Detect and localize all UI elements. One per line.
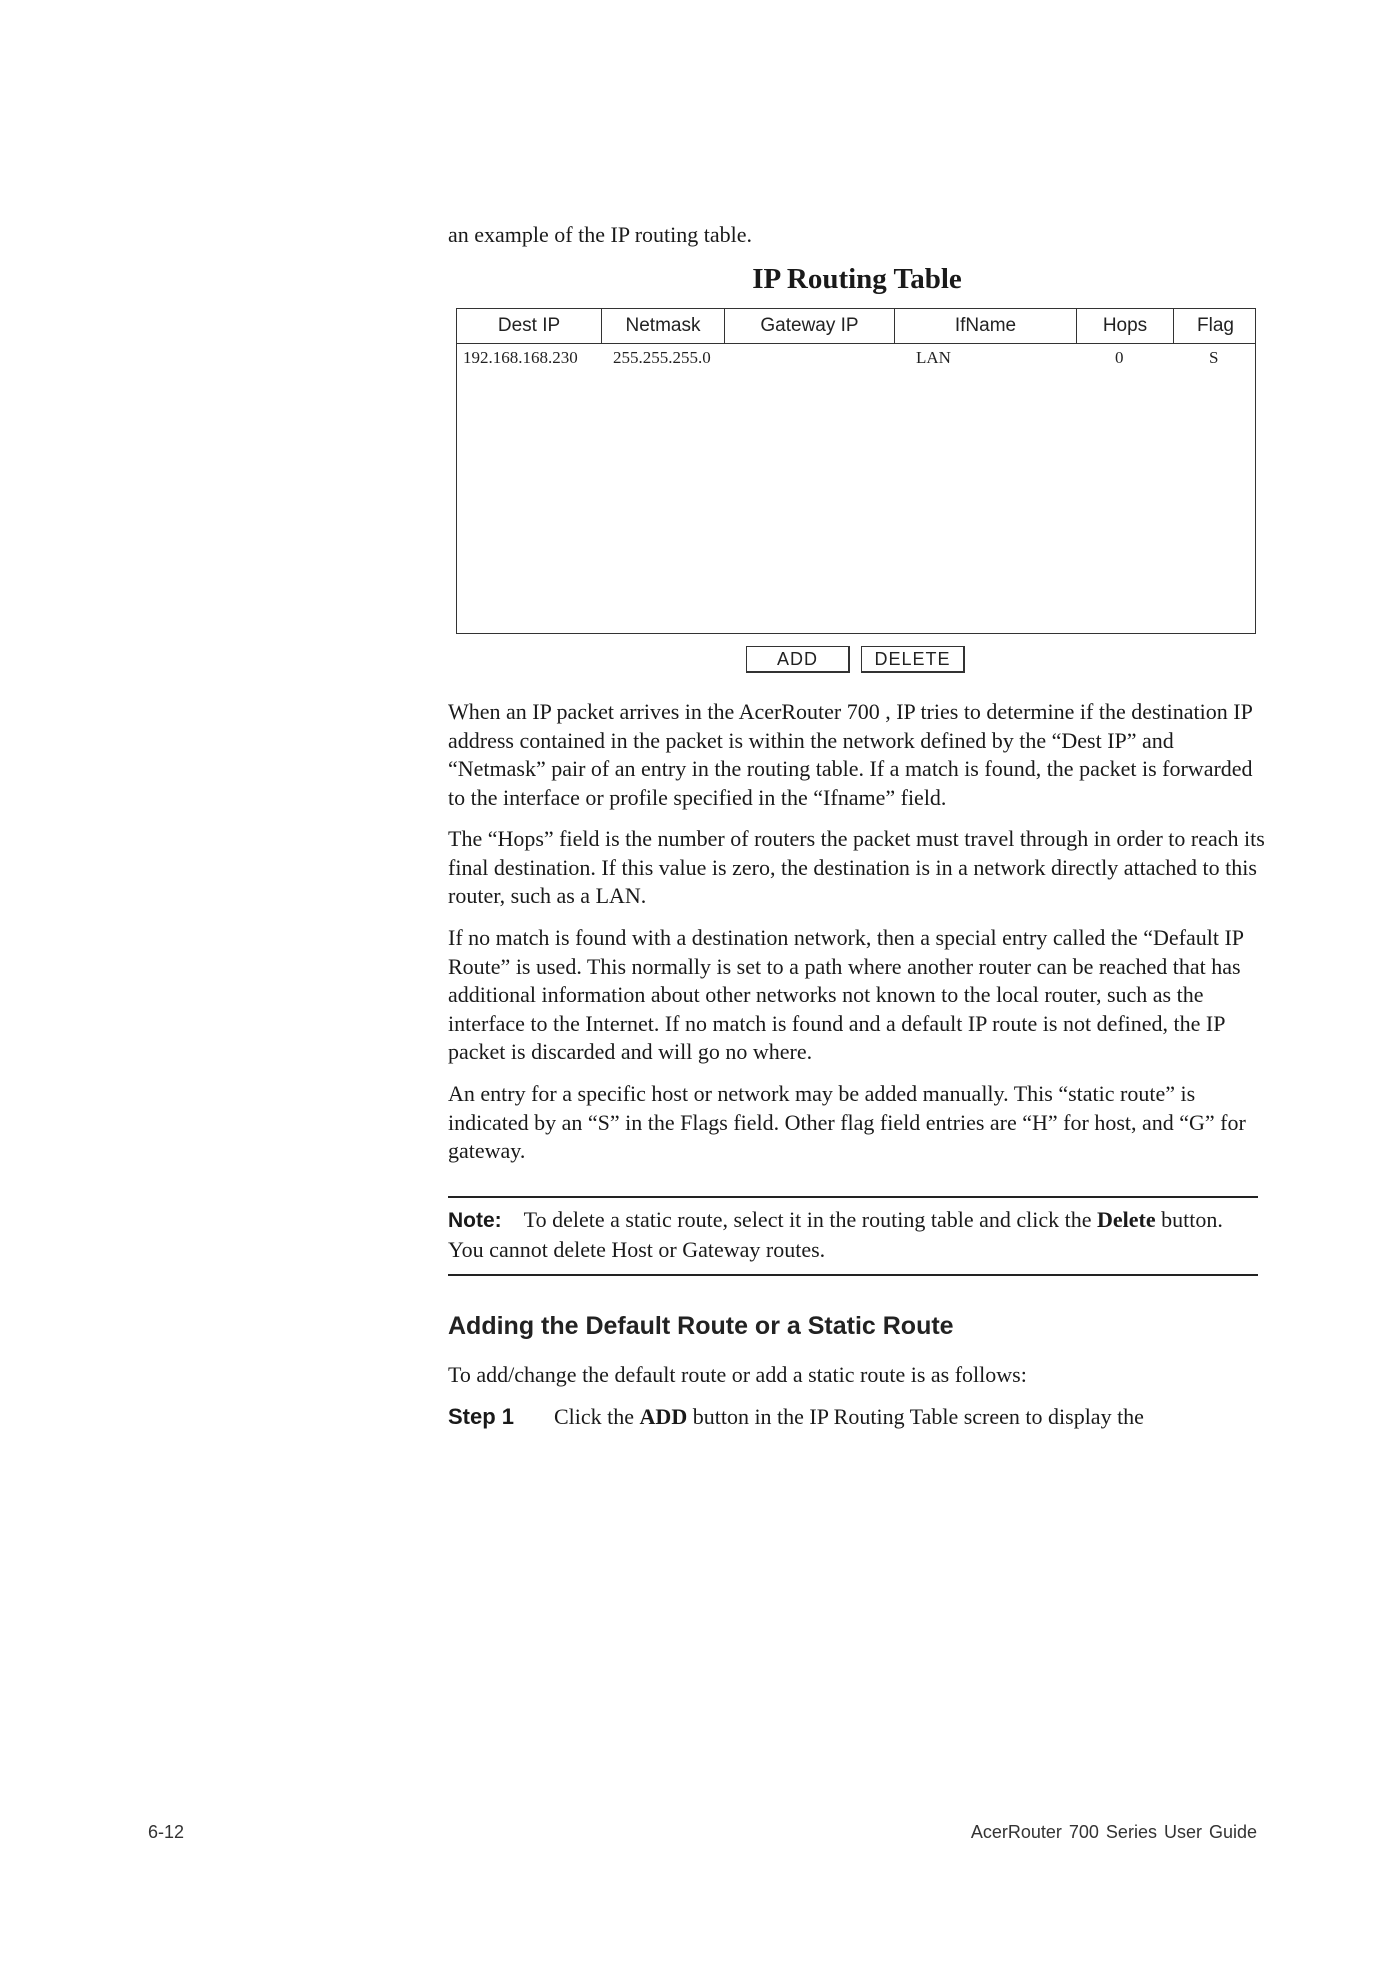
- paragraph-static-route: An entry for a specific host or network may be added manually. This “static route” is indicated by an “S” in the Flags field. Other flag field entries are “H” for host, and “G” for gateway.: [448, 1081, 1246, 1163]
- step-text-after: button in the IP Routing Table screen to display the: [692, 1404, 1144, 1429]
- cell-hops: 0: [1115, 348, 1124, 367]
- cell-flag: S: [1209, 348, 1219, 367]
- note-text: [448, 1206, 1258, 1264]
- note-bold-delete: Delete: [1096, 1207, 1156, 1232]
- column-header-netmask[interactable]: Netmask: [602, 309, 725, 343]
- delete-button[interactable]: DELETE: [861, 646, 965, 673]
- section-intro: To add/change the default route or add a static route is as follows:: [448, 1362, 1027, 1387]
- page-number: 6-12: [148, 1822, 185, 1842]
- paragraph-default-route: If no match is found with a destination network, then a special entry called the “Default IP Route” is used. This normally is set to a path where another router can be reached that has additional information about other networks not known to the local router, such as the interface to the Internet. If no match is found and a default IP route is not defined, the IP packet is discarded and will go no where.: [448, 925, 1244, 1064]
- note-text-after: button. You cannot delete Host or Gateway routes.: [448, 1207, 1223, 1262]
- cell-ifname: LAN: [916, 348, 951, 367]
- add-button[interactable]: ADD: [746, 646, 850, 673]
- column-header-hops[interactable]: Hops: [1077, 309, 1174, 343]
- column-header-flag[interactable]: Flag: [1197, 315, 1234, 336]
- section-heading: Adding the Default Route or a Static Route: [448, 1312, 954, 1340]
- routing-table: [456, 308, 1256, 634]
- column-header-gateway-ip[interactable]: Gateway IP: [725, 309, 895, 343]
- paragraph-hops: The “Hops” field is the number of routers the packet must travel through in order to reach its final destination. If this value is zero, the destination is in a network directly attached to this router, such as a LAN.: [448, 826, 1265, 908]
- note-label: Note:: [448, 1209, 502, 1232]
- note-box: [448, 1196, 1258, 1276]
- paragraph-ip-packet: When an IP packet arrives in the AcerRouter 700 , IP tries to determine if the destination IP address contained in the packet is within the network defined by the “Dest IP” and “Netmask” pair of an entry in the routing table. If a match is found, the packet is forwarded to the interface or profile specified in the “Ifname” field.: [448, 699, 1253, 810]
- cell-netmask: 255.255.255.0: [613, 348, 711, 367]
- table-header: [457, 309, 1255, 344]
- intro-sentence: an example of the IP routing table.: [448, 222, 753, 247]
- step-text-before: Click the: [554, 1404, 635, 1429]
- footer-title: AcerRouter 700 Series User Guide: [970, 1822, 1257, 1842]
- cell-dest-ip: 192.168.168.230: [463, 348, 578, 367]
- step-label: Step 1: [448, 1404, 515, 1429]
- note-text-before: To delete a static route, select it in the routing table and click the: [523, 1207, 1092, 1232]
- figure-title: IP Routing Table: [752, 263, 962, 295]
- step-text: [554, 1404, 1144, 1430]
- column-header-ifname[interactable]: IfName: [895, 309, 1077, 343]
- step-bold-add: ADD: [639, 1404, 688, 1429]
- column-header-dest-ip[interactable]: Dest IP: [457, 309, 602, 343]
